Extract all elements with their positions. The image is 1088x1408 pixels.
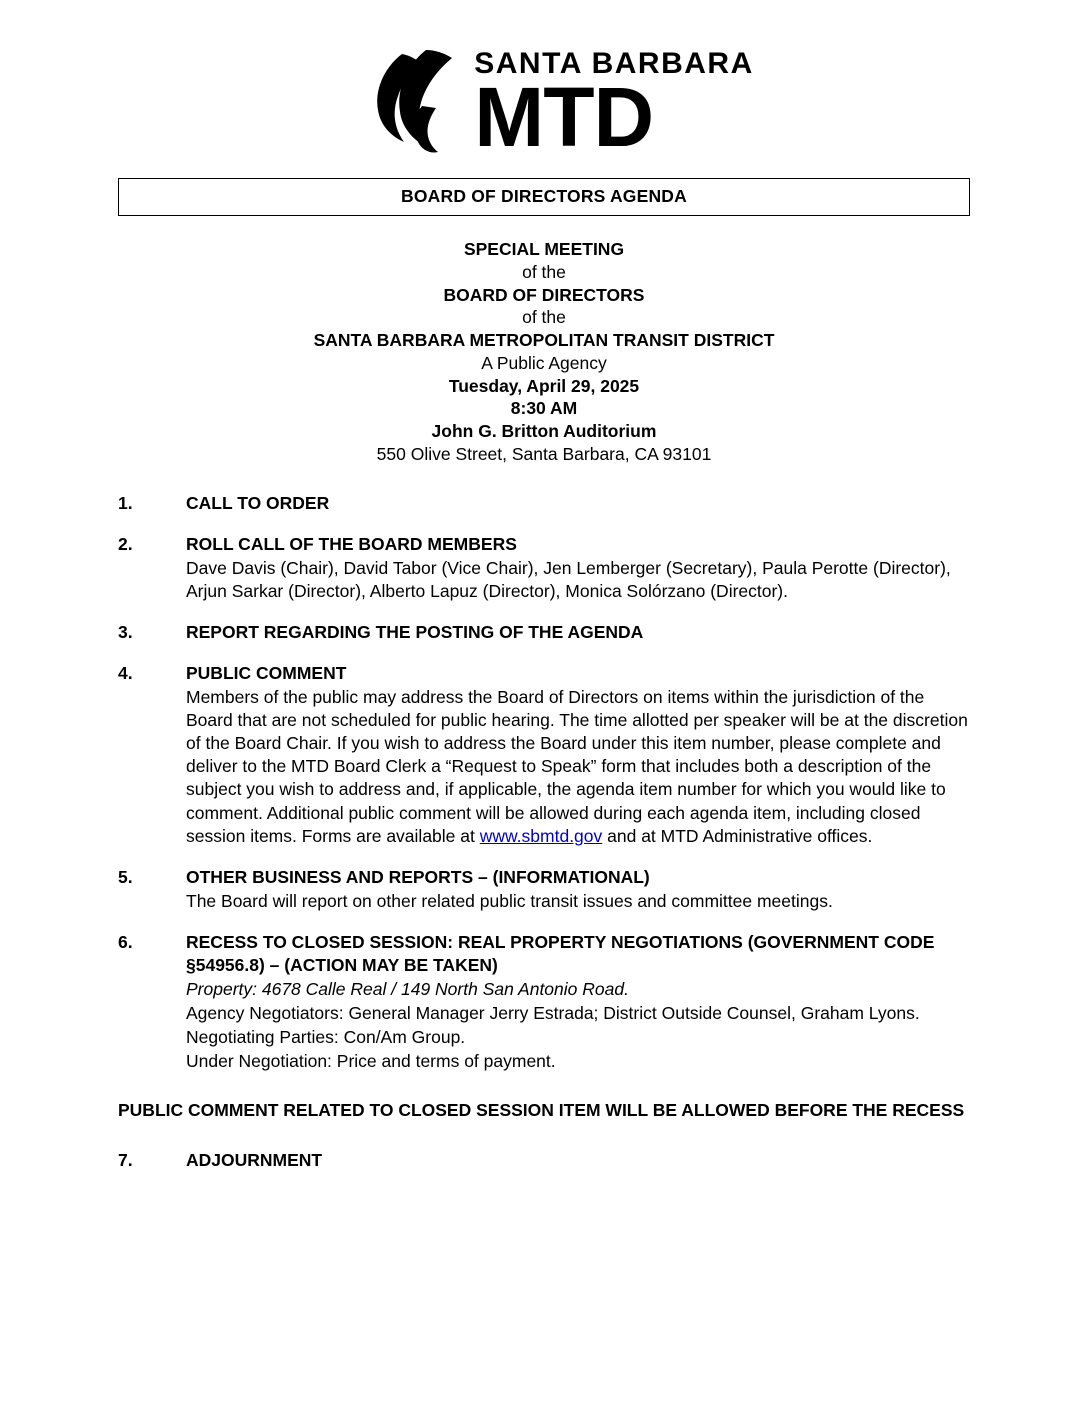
sbmtd-website-link[interactable]: www.sbmtd.gov [479, 825, 603, 846]
logo-main-text: MTD [474, 70, 654, 165]
heading-address: 550 Olive Street, Santa Barbara, CA 93101 [376, 443, 712, 464]
agenda-item-2-text: Dave Davis (Chair), David Tabor (Vice Chair), Jen Lemberger (Secretary), Paula Perotte (Director), Arjun Sarkar (Director), Alberto Lapuz (Director), Monica Solórzano (Director). [186, 557, 951, 601]
agenda-item-6-property: Property: 4678 Calle Real / 149 North San Antonio Road. [186, 979, 629, 1000]
heading-line-3: BOARD OF DIRECTORS [443, 284, 645, 305]
agenda-item-1 [118, 492, 970, 515]
agenda-item-5-text: The Board will report on other related public transit issues and committee meetings. [186, 890, 833, 911]
agenda-item-5-body [186, 866, 970, 913]
agenda-item-1-title: CALL TO ORDER [186, 492, 330, 513]
agenda-item-5 [118, 866, 970, 913]
closed-session-notice: PUBLIC COMMENT RELATED TO CLOSED SESSION ITEM WILL BE ALLOWED BEFORE THE RECESS [118, 1100, 965, 1121]
agenda-item-6-number: 6. [118, 931, 133, 952]
agenda-item-6-under-negotiation: Under Negotiation: Price and terms of payment. [186, 1051, 556, 1072]
agenda-item-4-number: 4. [118, 662, 133, 683]
public-comment-text-after-link: and at MTD Administrative offices. [602, 825, 873, 846]
heading-line-4: of the [522, 307, 566, 328]
heading-venue: John G. Britton Auditorium [431, 421, 657, 441]
logo-top-text: SANTA BARBARA [474, 47, 754, 81]
agenda-item-6 [118, 931, 970, 1074]
heading-line-5: SANTA BARBARA METROPOLITAN TRANSIT DISTRICT [313, 330, 775, 350]
agenda-item-6-body [186, 931, 970, 1074]
page-title: BOARD OF DIRECTORS AGENDA [118, 178, 970, 216]
agenda-item-7-number: 7. [118, 1149, 133, 1170]
agenda-item-2 [118, 533, 970, 603]
agenda-item-5-title: OTHER BUSINESS AND REPORTS – (INFORMATIONAL) [186, 866, 650, 887]
heading-line-6: A Public Agency [481, 352, 607, 373]
logo-inner [364, 47, 754, 165]
agenda-item-1-number: 1. [118, 492, 133, 513]
mtd-swoosh-icon [364, 48, 472, 156]
agenda-item-2-number: 2. [118, 533, 133, 554]
agenda-item-7 [118, 1149, 970, 1172]
agenda-item-4-text [186, 686, 970, 848]
heading-date: Tuesday, April 29, 2025 [448, 375, 640, 396]
logo-block [148, 47, 970, 165]
public-comment-text-before-link: Members of the public may address the Board of Directors on items within the jurisdiction of the Board that are not scheduled for public hearing. The time allotted per speaker will be at the discretion of the Board Chair. If you wish to address the Board under this item number, please complete and deliver to the MTD Board Clerk a “Request to Speak” form that includes both a description of the subject you wish to address and, if applicable, the agenda item number for which you would like to comment. Additional public comment will be allowed during each agenda item, including closed session items. Forms are available at [186, 687, 968, 846]
agenda-item-3-title: REPORT REGARDING THE POSTING OF THE AGENDA [186, 621, 644, 642]
agenda-item-6-title: RECESS TO CLOSED SESSION: REAL PROPERTY NEGOTIATIONS (GOVERNMENT CODE §54956.8) – (ACTION MAY BE TAKEN) [186, 931, 935, 975]
heading-line-2: of the [522, 261, 566, 282]
agenda-item-6-negotiators: Agency Negotiators: General Manager Jerry Estrada; District Outside Counsel, Graham Lyons. [186, 1003, 920, 1024]
agenda-item-1-body [186, 492, 970, 515]
meeting-heading [118, 238, 970, 466]
agenda-item-3-body [186, 621, 970, 644]
agenda-item-7-title: ADJOURNMENT [186, 1149, 323, 1170]
agenda-item-2-body [186, 533, 970, 603]
agenda-item-3 [118, 621, 970, 644]
agenda-item-5-number: 5. [118, 866, 133, 887]
agenda-item-2-title: ROLL CALL OF THE BOARD MEMBERS [186, 533, 517, 554]
agenda-item-4 [118, 662, 970, 848]
heading-time: 8:30 AM [510, 398, 578, 419]
agenda-item-4-title: PUBLIC COMMENT [186, 662, 347, 683]
agenda-item-6-parties: Negotiating Parties: Con/Am Group. [186, 1027, 466, 1048]
agenda-item-4-body [186, 662, 970, 848]
heading-line-1: SPECIAL MEETING [463, 239, 625, 259]
agenda-item-7-body [186, 1149, 970, 1172]
logo-wordmark [474, 47, 754, 165]
agenda-item-3-number: 3. [118, 621, 133, 642]
